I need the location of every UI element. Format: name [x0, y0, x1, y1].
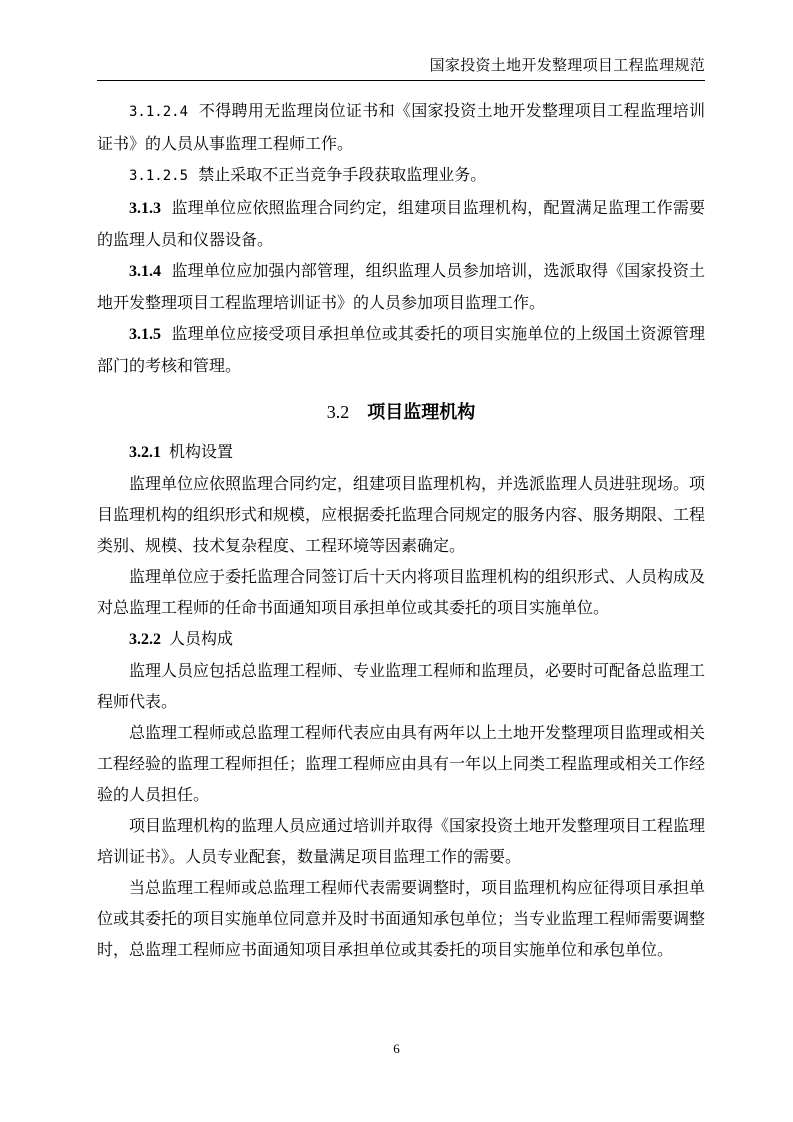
section-heading	[97, 399, 705, 426]
subsection-title: 机构设置	[169, 442, 234, 461]
clause-3-1-4	[97, 255, 705, 318]
clause-3-1-5	[97, 318, 705, 381]
document-body	[97, 95, 705, 965]
section-title: 项目监理机构	[367, 402, 476, 423]
clause-number: 3.1.5	[129, 326, 161, 343]
clause-number: 3.1.3	[129, 200, 161, 217]
section-number: 3.2	[326, 402, 350, 422]
clause-3-1-2-5	[97, 159, 705, 192]
subsection-heading-3-2-1	[97, 436, 705, 468]
page-number: 6	[393, 1041, 400, 1056]
clause-3-1-3	[97, 192, 705, 255]
header-rule	[97, 80, 705, 81]
paragraph: 当总监理工程师或总监理工程师代表需要调整时，项目监理机构应征得项目承担单位或其委托的项目实施单位同意并及时书面通知承包单位；当专业监理工程师需要调整时，总监理工程师应书面通知项目承担单位或其委托的项目实施单位和承包单位。	[97, 878, 706, 959]
clause-number: 3.1.2.5	[129, 168, 189, 184]
subsection-number: 3.2.1	[129, 444, 161, 461]
paragraph: 监理单位应依照监理合同约定，组建项目监理机构，并选派监理人员进驻现场。项目监理机构的组织形式和规模，应根据委托监理合同规定的服务内容、服务期限、工程类别、规模、技术复杂程度、工程环境等因素确定。	[97, 474, 706, 555]
clause-text: 监理单位应加强内部管理，组织监理人员参加培训，选派取得《国家投资土地开发整理项目工程监理培训证书》的人员参加项目监理工作。	[97, 261, 705, 312]
paragraph: 项目监理机构的监理人员应通过培训并取得《国家投资土地开发整理项目工程监理培训证书》。人员专业配套，数量满足项目监理工作的需要。	[97, 816, 706, 866]
subsection-heading-3-2-2	[97, 623, 705, 655]
clause-number: 3.1.4	[129, 263, 161, 280]
clause-text: 禁止采取不正当竞争手段获取监理业务。	[198, 165, 487, 184]
clause-text: 监理单位应接受项目承担单位或其委托的项目实施单位的上级国土资源管理部门的考核和管理。	[97, 324, 705, 375]
subsection-number: 3.2.2	[129, 631, 161, 648]
running-header: 国家投资土地开发整理项目工程监理规范	[429, 56, 705, 74]
paragraph: 监理单位应于委托监理合同签订后十天内将项目监理机构的组织形式、人员构成及对总监理工程师的任命书面通知项目承担单位或其委托的项目实施单位。	[97, 567, 706, 617]
clause-number: 3.1.2.4	[129, 104, 189, 120]
clause-3-1-2-4	[97, 95, 705, 159]
clause-text: 监理单位应依照监理合同约定，组建项目监理机构，配置满足监理工作需要的监理人员和仪器设备。	[97, 198, 705, 249]
subsection-title: 人员构成	[169, 629, 234, 648]
paragraph: 总监理工程师或总监理工程师代表应由具有两年以上土地开发整理项目监理或相关工程经验的监理工程师担任；监理工程师应由具有一年以上同类工程监理或相关工作经验的人员担任。	[97, 723, 706, 804]
paragraph: 监理人员应包括总监理工程师、专业监理工程师和监理员，必要时可配备总监理工程师代表。	[97, 661, 706, 711]
clause-text: 不得聘用无监理岗位证书和《国家投资土地开发整理项目工程监理培训证书》的人员从事监理工程师工作。	[97, 101, 705, 153]
